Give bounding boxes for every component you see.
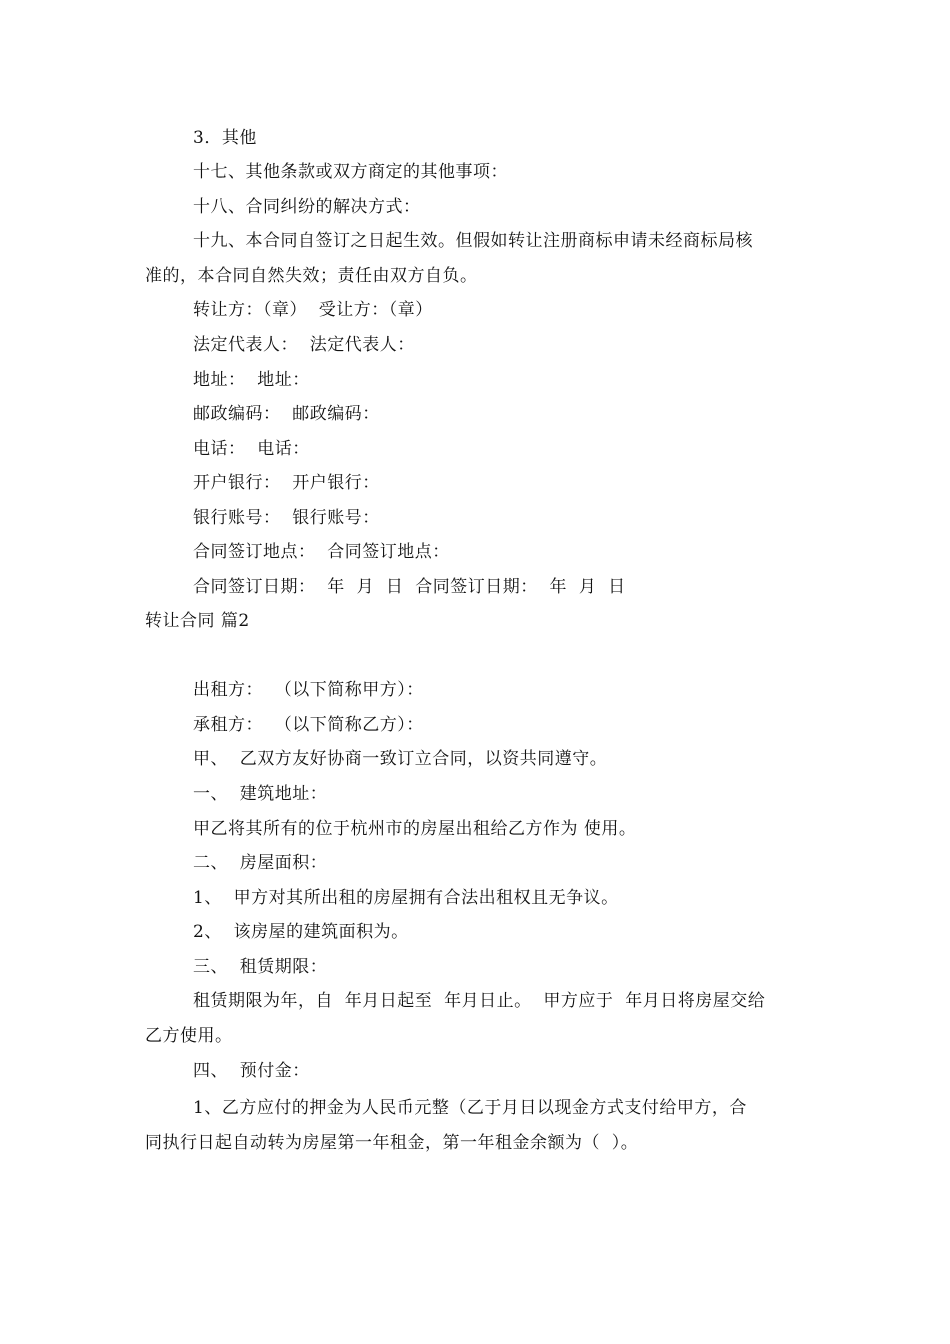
text-line: 二、 房屋面积： (193, 853, 328, 873)
text-line: 转让方：（章） 受让方：（章） (193, 300, 433, 320)
text-line: 2、 该房屋的建筑面积为。 (193, 922, 409, 942)
text-line: 准的，本合同自然失效；责任由双方自负。 (145, 266, 478, 286)
text-line: 开户银行： 开户银行： (193, 473, 380, 493)
text-line: 十九、本合同自签订之日起生效。但假如转让注册商标申请未经商标局核 (193, 231, 753, 251)
text-line: 甲乙将其所有的位于杭州市的房屋出租给乙方作为 使用。 (193, 819, 637, 839)
text-line: 十七、其他条款或双方商定的其他事项： (193, 162, 508, 182)
text-line: 租赁期限为年，自 年月日起至 年月日止。 甲方应于 年月日将房屋交给 (193, 991, 766, 1011)
section-title: 转让合同 篇2 (145, 611, 250, 631)
text-line: 三、 租赁期限： (193, 957, 328, 977)
text-line: 3．其他 (193, 128, 257, 148)
text-line: 1、 甲方对其所出租的房屋拥有合法出租权且无争议。 (193, 888, 619, 908)
text-line: 乙方使用。 (145, 1026, 233, 1046)
text-line: 合同签订日期： 年 月 日 合同签订日期： 年 月 日 (193, 577, 626, 597)
text-line: 一、 建筑地址： (193, 784, 328, 804)
text-line: 邮政编码： 邮政编码： (193, 404, 380, 424)
text-line: 地址： 地址： (193, 370, 310, 390)
text-line: 1、乙方应付的押金为人民币元整（乙于月日以现金方式支付给甲方，合 (193, 1098, 747, 1118)
text-line: 出租方： （以下简称甲方）： (193, 680, 424, 700)
text-line: 承租方： （以下简称乙方）： (193, 715, 424, 735)
text-line: 同执行日起自动转为房屋第一年租金，第一年租金余额为（ ）。 (145, 1133, 639, 1153)
text-line: 法定代表人： 法定代表人： (193, 335, 415, 355)
text-line: 电话： 电话： (193, 439, 310, 459)
text-line: 合同签订地点： 合同签订地点： (193, 542, 450, 562)
text-line: 银行账号： 银行账号： (193, 508, 380, 528)
text-line: 四、 预付金： (193, 1061, 310, 1081)
text-line: 十八、合同纠纷的解决方式： (193, 197, 421, 217)
text-line: 甲、 乙双方友好协商一致订立合同，以资共同遵守。 (193, 749, 608, 769)
